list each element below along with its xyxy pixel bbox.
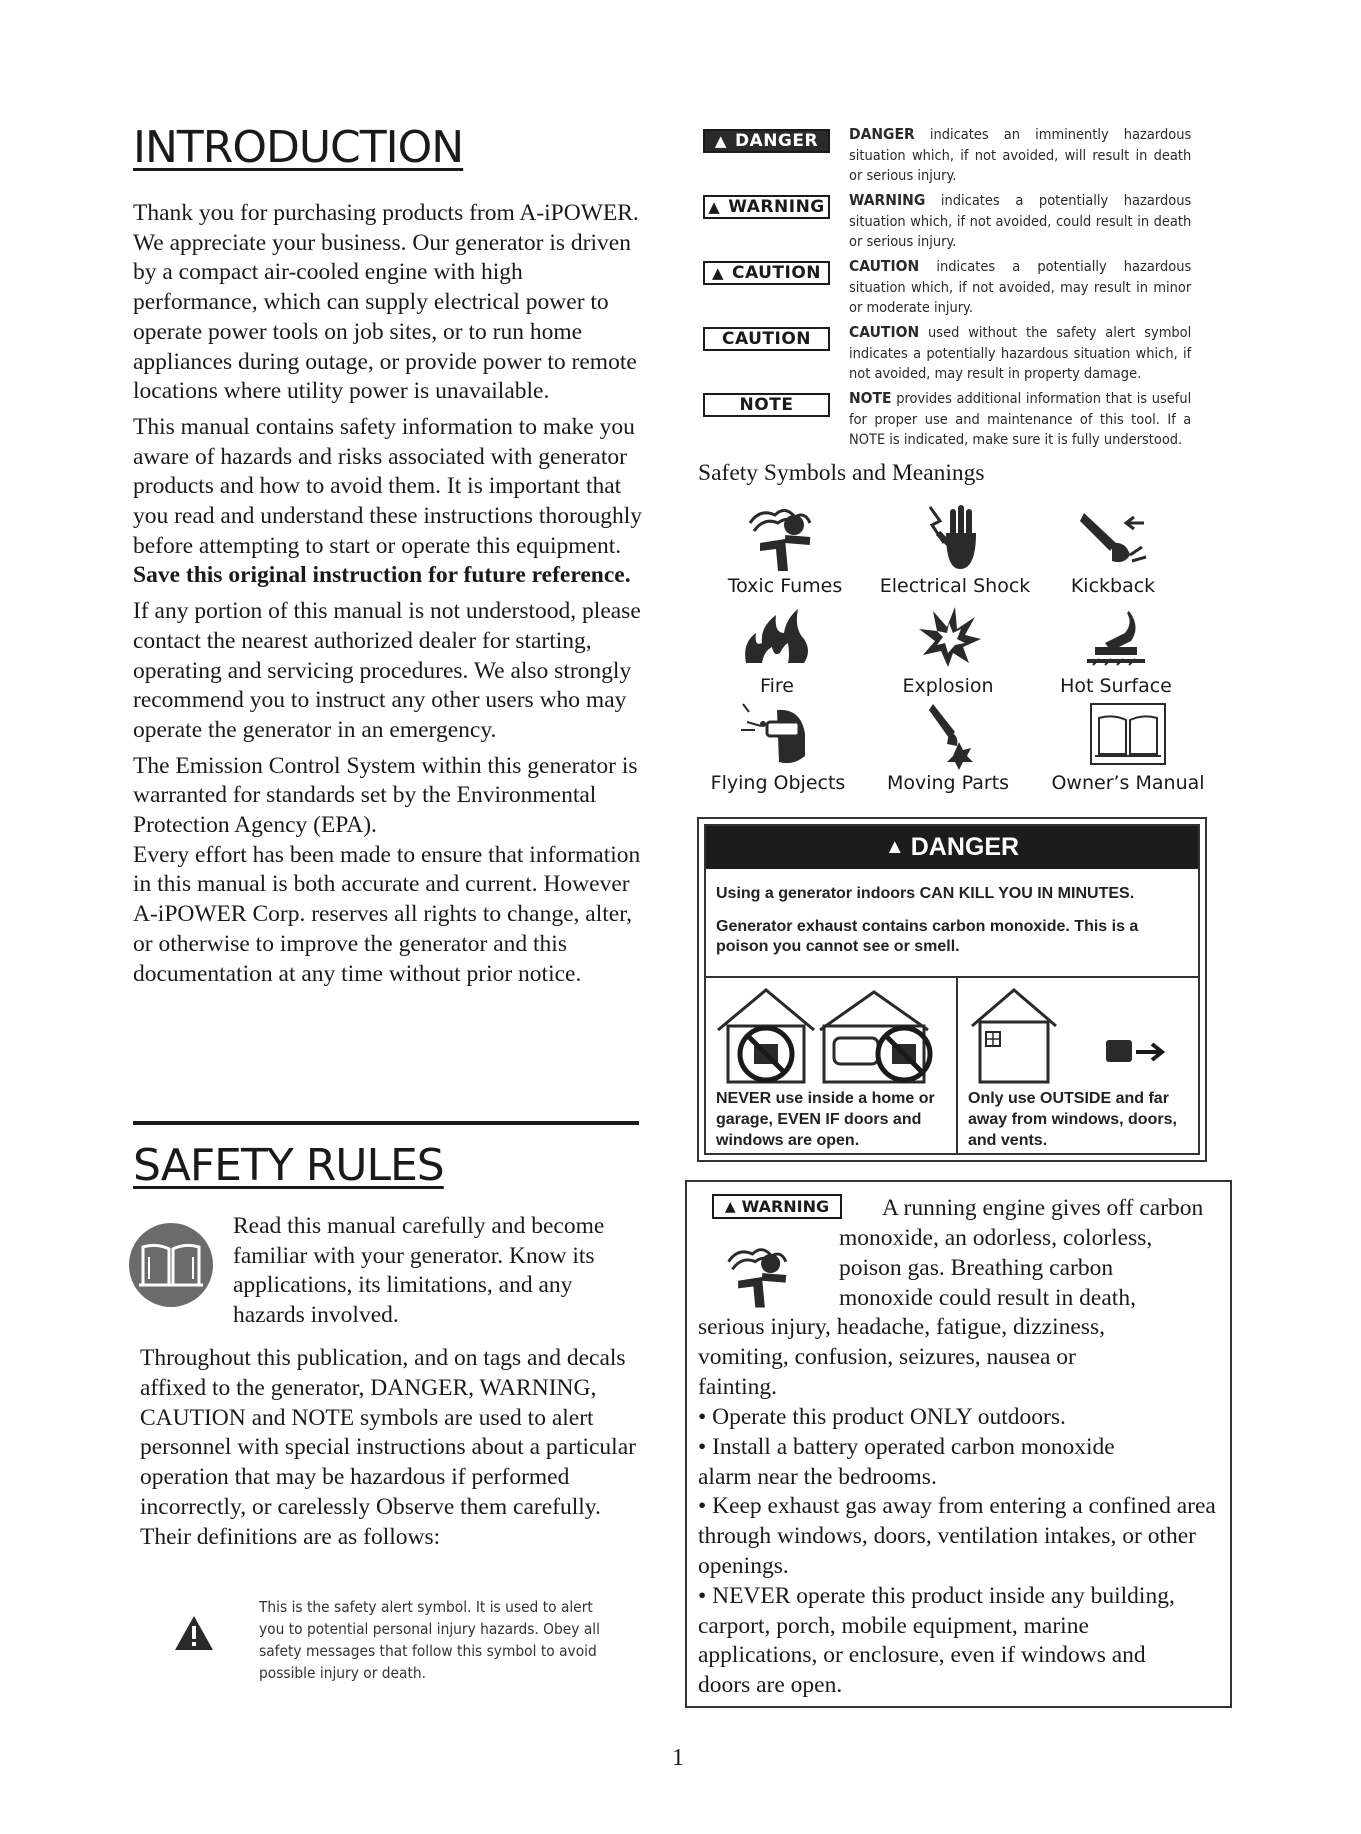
electrical-shock-icon [910,503,1000,573]
symbols-heading: Safety Symbols and Meanings [698,460,985,486]
outdoor-use-icon [968,982,1202,1086]
owners-manual-icon [1083,700,1173,770]
symbol-label: Toxic Fumes [727,575,843,597]
caution-definition: CAUTION indicates a potentially hazardous situation which, if not avoided, may result in minor or moderate injury. [849,257,1192,316]
carbon-monoxide-danger-panel [697,817,1207,1162]
intro-paragraph-3: If any portion of this manual is not understood, please contact the nearest authorized dealer for starting, operating and servicing procedures. We also strongly recommend you to instruct any other users who may operate the generator in an emergency. [133,598,641,743]
symbol-fire [682,603,872,697]
warning-bullet: • Operate this product ONLY outdoors. [698,1404,1066,1430]
alert-triangle-icon: ▲ [711,264,725,282]
introduction-title: INTRODUCTION [133,122,464,173]
warning-bullet: • Keep exhaust gas away from entering a confined area through windows, doors, ventilation intakes, or other openings. [698,1493,1216,1579]
page-number: 1 [672,1745,684,1771]
warning-text-effects: serious injury, headache, fatigue, dizziness, vomiting, confusion, seizures, nausea or fainting. [698,1314,1105,1400]
symbol-label: Kickback [1070,575,1156,597]
symbol-hot-surface [1021,603,1211,697]
symbol-explosion [853,603,1043,697]
symbol-moving-parts [853,700,1043,794]
danger-indoor-warning: Using a generator indoors CAN KILL YOU IN MINUTES. [716,885,1135,902]
safety-alert-description: This is the safety alert symbol. It is used to alert you to potential personal injury hazards. Obey all safety messages that follow this symbol to avoid possible injury or death. [259,1598,600,1682]
owners-manual-icon [129,1223,213,1307]
caution-badge: ▲ CAUTION [703,261,830,285]
section-divider [133,1121,639,1125]
symbol-label: Moving Parts [886,772,1010,794]
symbol-label: Electrical Shock [879,575,1031,597]
symbol-owners-manual [1033,700,1223,794]
warning-definition: WARNING indicates a potentially hazardous situation which, if not avoided, could result in death or serious injury. [849,191,1192,250]
symbol-label: Explosion [902,675,994,697]
caution-property-definition: CAUTION used without the safety alert symbol indicates a potentially hazardous situation which, if not avoided, may result in property damage. [849,323,1192,382]
explosion-icon [903,603,993,673]
warning-bullet: • NEVER operate this product inside any building, carport, porch, mobile equipment, marine applications, or enclosure, even if windows and doors are open. [698,1582,1175,1699]
no-indoor-use-icon [714,982,948,1086]
safety-alert-icon [173,1614,215,1657]
alert-triangle-icon: ▲ [724,1198,736,1215]
caution-property-badge: CAUTION [703,327,830,351]
warning-text-indented: monoxide, an odorless, colorless, poison gas. Breathing carbon monoxide could result in death, [839,1225,1153,1311]
symbol-kickback [1018,503,1208,597]
warning-badge: ▲ WARNING [703,195,830,219]
kickback-icon [1068,503,1158,573]
moving-parts-icon [903,700,993,770]
safety-rules-title: SAFETY RULES [133,1140,444,1191]
intro-paragraph-2 [133,413,648,591]
intro-paragraph-4: The Emission Control System within this generator is warranted for standards set by the Environmental Protection Agency (EPA). [133,752,638,839]
warning-bullet-list [698,1403,1218,1701]
symbol-label: Flying Objects [710,772,846,794]
signal-words-intro: Throughout this publication, and on tags and decals affixed to the generator, DANGER, WARNING, CAUTION and NOTE symbols are used to alert personnel with special instructions about a particular operation that may be hazardous if performed incorrectly, or carelessly Observe them carefully. Their definitions are as follows: [140,1345,636,1550]
carbon-monoxide-warning-box [685,1180,1232,1708]
toxic-fumes-icon [740,503,830,573]
only-use-outside-text: Only use OUTSIDE and far away from windows, doors, and vents. [968,1090,1177,1149]
symbol-flying-objects [683,700,873,794]
note-badge: NOTE [703,393,830,417]
danger-panel-header: ▲ DANGER [706,826,1198,869]
fire-icon [732,603,822,673]
symbol-label: Owner’s Manual [1051,772,1205,794]
save-instruction-note: Save this original instruction for future reference. [133,562,631,589]
symbol-label: Hot Surface [1060,675,1172,697]
flying-objects-icon [733,700,823,770]
introduction-body [133,199,648,995]
warning-bullet: • Install a battery operated carbon monoxide alarm near the bedrooms. [698,1433,1115,1490]
never-use-inside-text: NEVER use inside a home or garage, EVEN IF doors and windows are open. [716,1090,935,1149]
alert-triangle-icon: ▲ [714,132,727,150]
symbol-toxic-fumes [690,503,880,597]
intro-paragraph-1: Thank you for purchasing products from A-iPOWER. We appreciate your business. Our generator is driven by a compact air-cooled engine with high performance, which can supply electrical power to operate power tools on job sites, or to run home appliances during outage, or provide power to remote locations where utility power is unavailable. [133,200,639,405]
alert-triangle-icon: ▲ [708,198,721,216]
toxic-fumes-icon [719,1242,805,1310]
hot-surface-icon [1071,603,1161,673]
warning-badge: ▲ WARNING [712,1194,842,1219]
warning-text-first-line: A running engine gives off carbon [882,1195,1204,1221]
intro-paragraph-5: Every effort has been made to ensure that information in this manual is both accurate and current. However A-iPOWER Corp. reserves all rights to change, alter, or otherwise to improve the generator and this documentation at any time without prior notice. [133,841,641,987]
danger-badge: ▲ DANGER [703,129,830,153]
danger-exhaust-warning: Generator exhaust contains carbon monoxide. This is a poison you cannot see or smell. [716,918,1139,955]
read-manual-text: Read this manual carefully and become familiar with your generator. Know its applications, its limitations, and any hazards involved. [233,1213,605,1329]
alert-triangle-icon: ▲ [884,836,905,858]
note-definition: NOTE provides additional information that is useful for proper use and maintenance of this tool. If a NOTE is indicated, make sure it is fully understood. [849,389,1192,448]
intro-paragraph-2-text: This manual contains safety information to make you aware of hazards and risks associated with generator products and how to avoid them. It is important that you read and understand these instructions thoroughly before attempting to start or operate this equipment. [133,413,643,559]
symbol-label: Fire [760,675,794,697]
danger-definition: DANGER indicates an imminently hazardous situation which, if not avoided, will result in death or serious injury. [849,125,1192,184]
